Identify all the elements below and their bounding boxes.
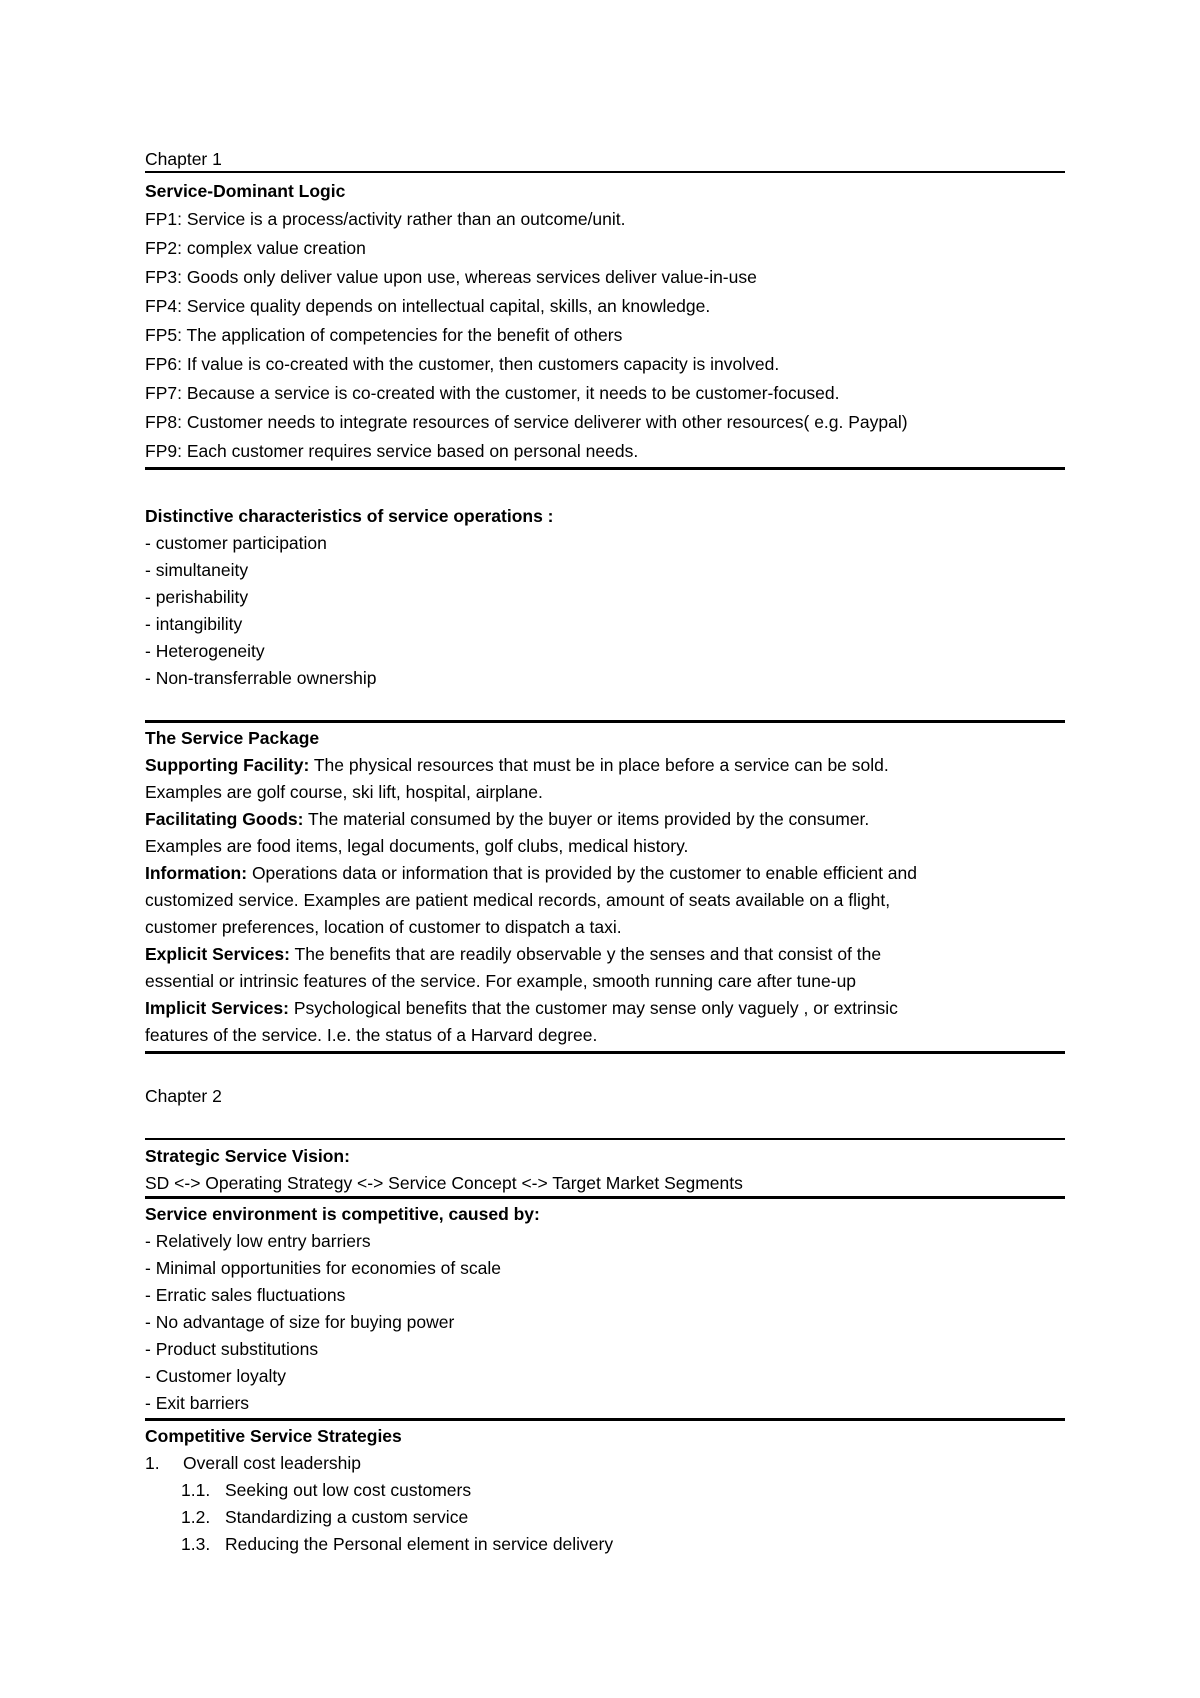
list-item: - Product substitutions: [145, 1339, 319, 1359]
chapter-2-heading: Chapter 2: [145, 1086, 222, 1106]
divider: [145, 1138, 1065, 1140]
list-item: - customer participation: [145, 533, 327, 553]
list-item: - Minimal opportunities for economies of scale: [145, 1258, 501, 1278]
package-line: Explicit Services: The benefits that are readily observable y the senses and that consist of the: [145, 944, 882, 964]
list-item: - Non-transferrable ownership: [145, 668, 377, 688]
package-line: Examples are golf course, ski lift, hospital, airplane.: [145, 782, 543, 802]
package-line: features of the service. I.e. the status of a Harvard degree.: [145, 1025, 598, 1045]
numbered-subitem: 1.2. Standardizing a custom service: [181, 1507, 469, 1527]
environment-title: Service environment is competitive, caused by:: [145, 1204, 540, 1224]
divider: [145, 1196, 1065, 1199]
fp-item: FP9: Each customer requires service based on personal needs.: [145, 441, 639, 461]
package-line: Information: Operations data or information that is provided by the customer to enable efficient and: [145, 863, 918, 883]
list-item: - Exit barriers: [145, 1393, 250, 1413]
list-item: - Customer loyalty: [145, 1366, 287, 1386]
divider: [145, 467, 1065, 470]
package-line: customized service. Examples are patient medical records, amount of seats available on a flight,: [145, 890, 891, 910]
vision-title: Strategic Service Vision:: [145, 1146, 350, 1166]
sdl-title: Service-Dominant Logic: [145, 181, 346, 201]
numbered-subitem: 1.1. Seeking out low cost customers: [181, 1480, 472, 1500]
list-item: - No advantage of size for buying power: [145, 1312, 455, 1332]
list-item: - Relatively low entry barriers: [145, 1231, 371, 1251]
package-line: Supporting Facility: The physical resources that must be in place before a service can be sold.: [145, 755, 889, 775]
fp-item: FP2: complex value creation: [145, 238, 366, 258]
vision-text: SD <-> Operating Strategy <-> Service Concept <-> Target Market Segments: [145, 1173, 743, 1193]
chapter-1-heading: Chapter 1: [145, 149, 222, 169]
fp-item: FP5: The application of competencies for the benefit of others: [145, 325, 623, 345]
divider: [145, 1051, 1065, 1054]
package-line: Examples are food items, legal documents, golf clubs, medical history.: [145, 836, 689, 856]
list-item: - simultaneity: [145, 560, 249, 580]
fp-item: FP3: Goods only deliver value upon use, whereas services deliver value-in-use: [145, 267, 757, 287]
fp-item: FP1: Service is a process/activity rather than an outcome/unit.: [145, 209, 626, 229]
fp-item: FP7: Because a service is co-created with the customer, it needs to be customer-focused.: [145, 383, 840, 403]
package-line: Implicit Services: Psychological benefits that the customer may sense only vaguely , or extrinsic: [145, 998, 898, 1018]
list-item: - intangibility: [145, 614, 243, 634]
divider: [145, 720, 1065, 723]
package-line: customer preferences, location of customer to dispatch a taxi.: [145, 917, 622, 937]
list-item: - Erratic sales fluctuations: [145, 1285, 346, 1305]
list-item: - perishability: [145, 587, 249, 607]
list-item: - Heterogeneity: [145, 641, 265, 661]
strategies-title: Competitive Service Strategies: [145, 1426, 402, 1446]
package-line: essential or intrinsic features of the service. For example, smooth running care after tune-up: [145, 971, 857, 991]
numbered-item: 1. Overall cost leadership: [145, 1453, 361, 1473]
distinctive-title: Distinctive characteristics of service operations :: [145, 506, 554, 526]
package-line: Facilitating Goods: The material consumed by the buyer or items provided by the consumer.: [145, 809, 870, 829]
package-title: The Service Package: [145, 728, 320, 748]
numbered-subitem: 1.3. Reducing the Personal element in service delivery: [181, 1534, 614, 1554]
fp-item: FP8: Customer needs to integrate resources of service deliverer with other resources( e.g. Paypal): [145, 412, 908, 432]
divider: [145, 171, 1065, 173]
fp-item: FP4: Service quality depends on intellectual capital, skills, an knowledge.: [145, 296, 711, 316]
fp-item: FP6: If value is co-created with the customer, then customers capacity is involved.: [145, 354, 780, 374]
divider: [145, 1418, 1065, 1421]
